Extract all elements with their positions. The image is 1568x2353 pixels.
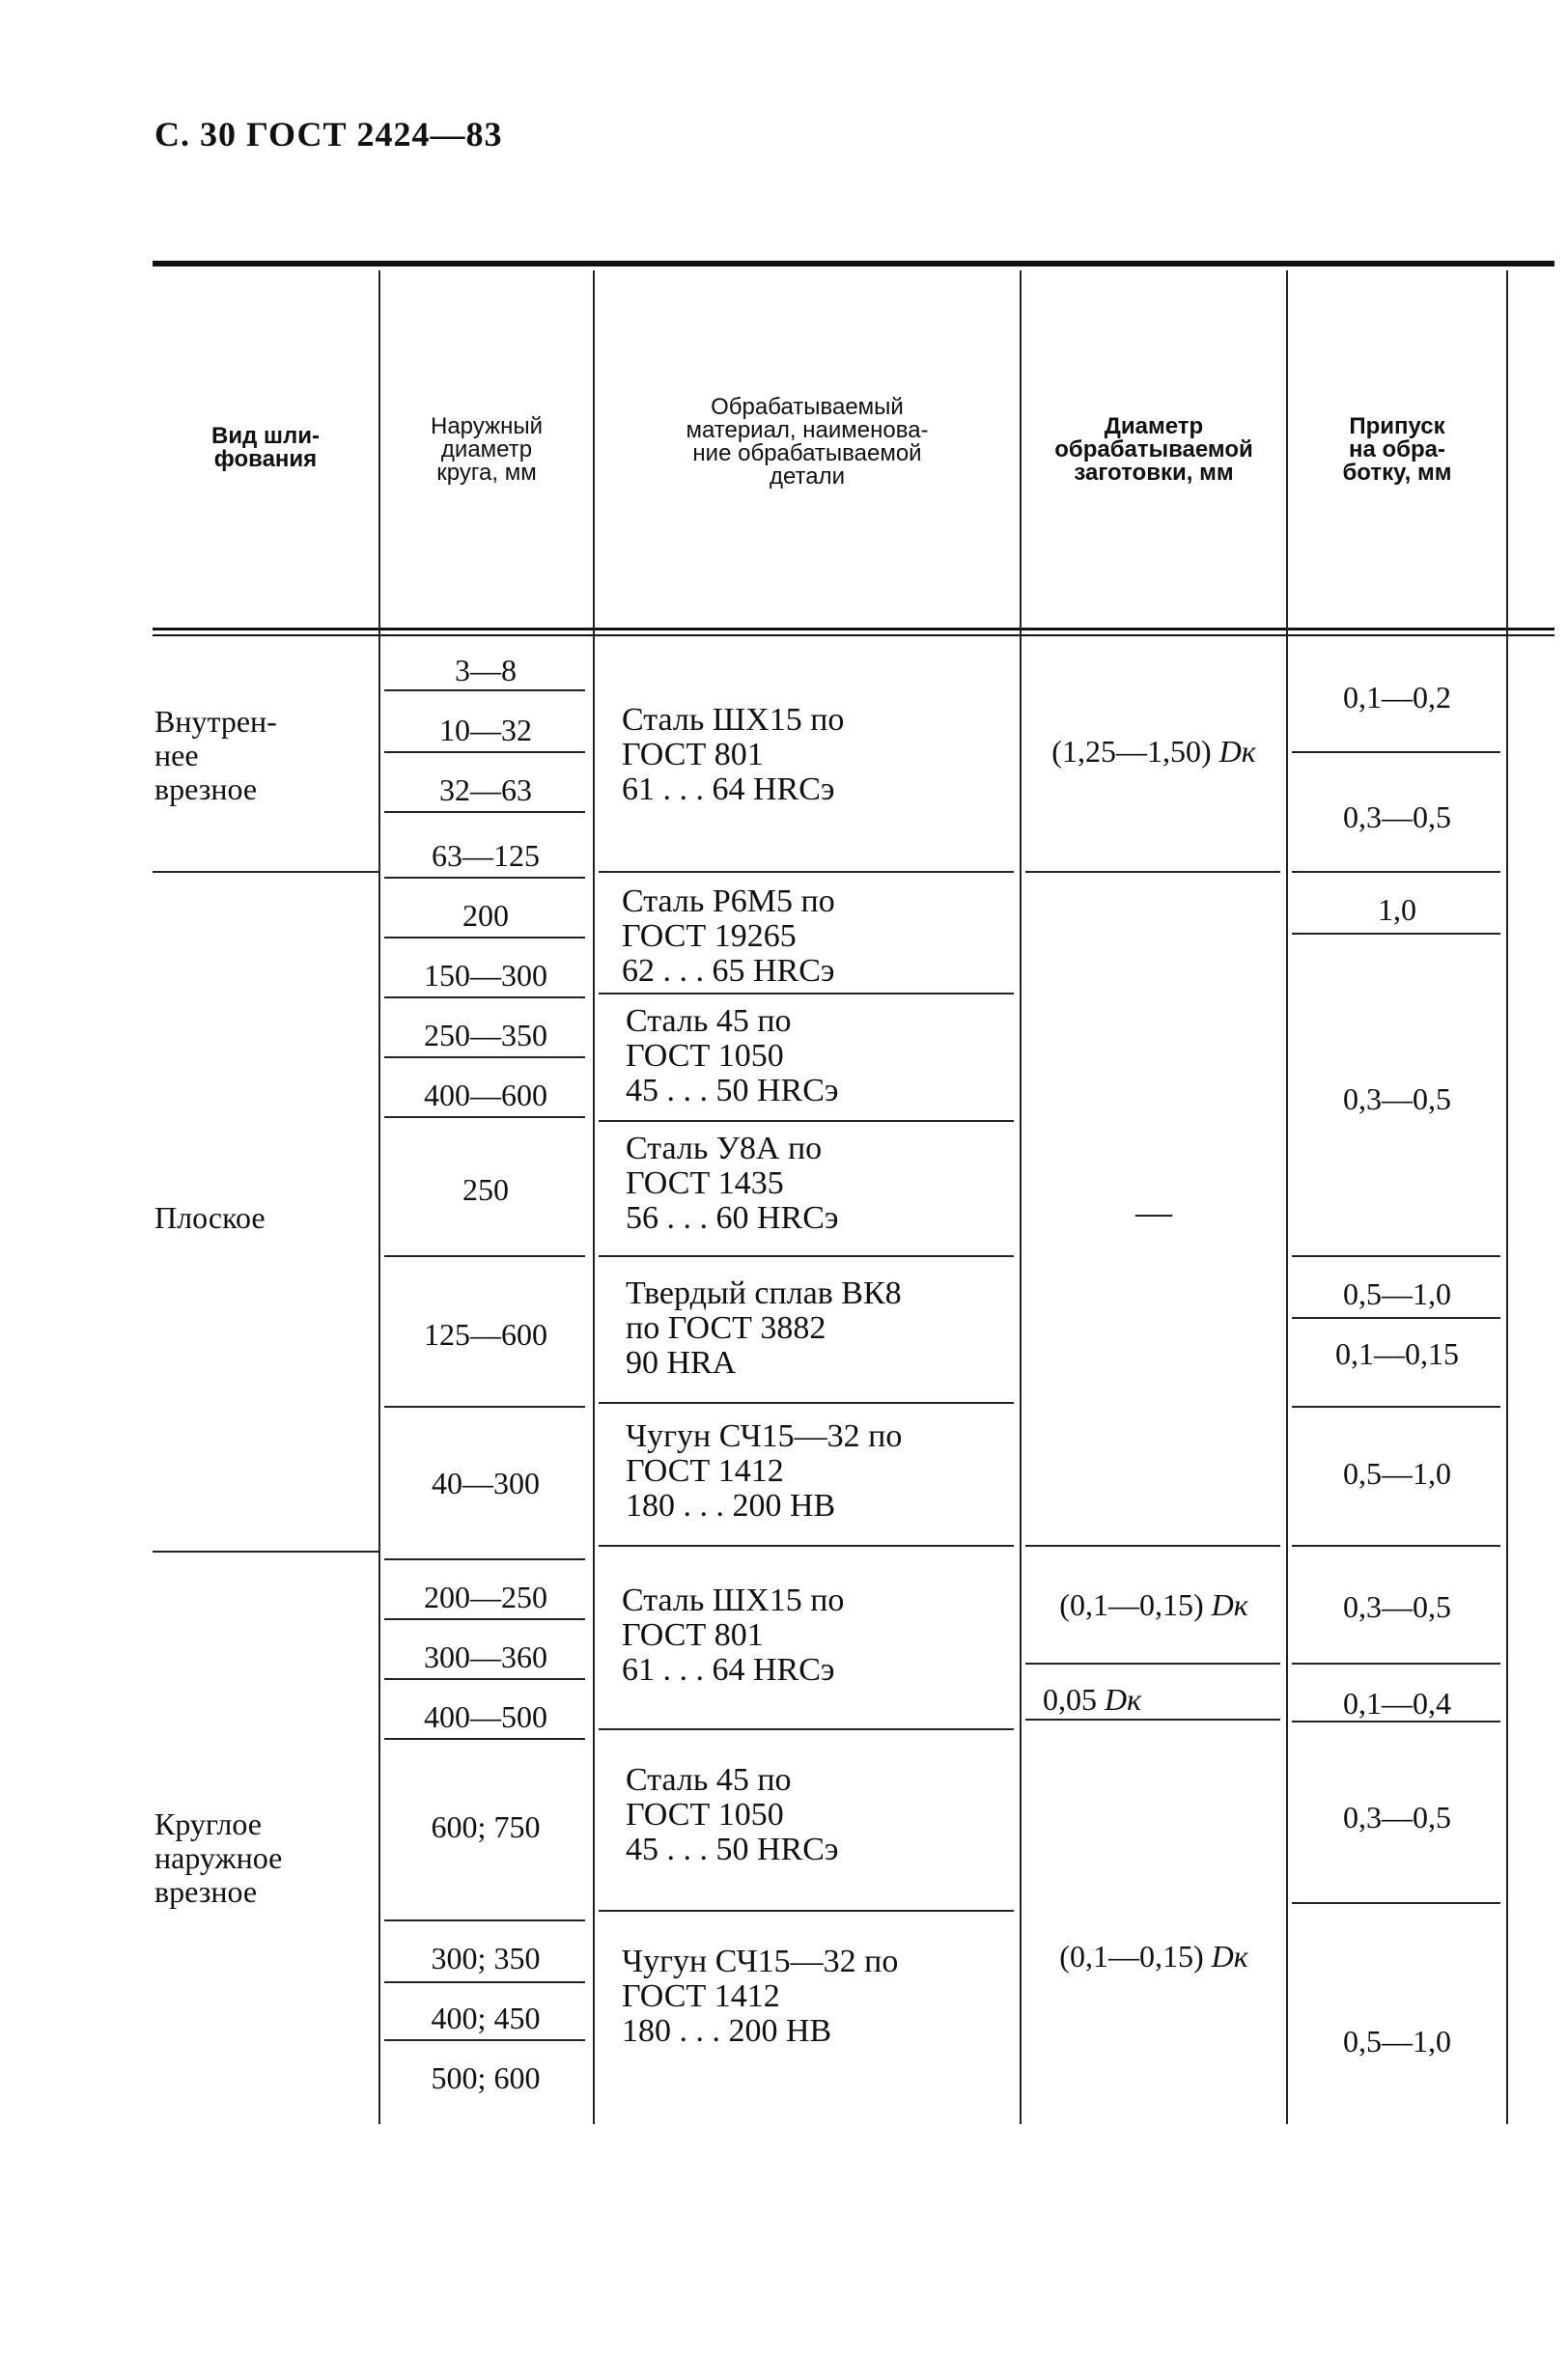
row-divider (599, 1255, 1014, 1257)
col-header-allowance: Припуск на обра- ботку, мм (1342, 413, 1452, 486)
col-divider (1286, 270, 1288, 2124)
col-header-material: Обрабатываемый материал, наименова- ние обрабатываемой детали (686, 394, 929, 490)
row-divider (384, 811, 585, 813)
diameter-cell: 400; 450 (431, 2001, 541, 2035)
diameter-cell: 250 (462, 1172, 509, 1207)
col-divider (1506, 270, 1508, 2124)
diameter-cell: 200 (462, 898, 509, 933)
row-divider (599, 993, 1014, 994)
row-divider (1292, 933, 1500, 935)
kind-flat: Плоское (154, 1200, 266, 1235)
row-divider (599, 1545, 1014, 1547)
workpiece-cell: — (1135, 1192, 1172, 1233)
diameter-cell: 32—63 (439, 772, 532, 807)
col-header-diameter: Наружный диаметр круга, мм (431, 413, 543, 486)
row-divider (384, 1056, 585, 1058)
header-bottom-rule (153, 628, 1554, 630)
allowance-cell: 0,3—0,5 (1343, 1081, 1451, 1116)
row-divider (1025, 1663, 1280, 1665)
row-divider (384, 1406, 585, 1408)
material-cell: Сталь ШХ15 по ГОСТ 801 61 . . . 64 HRCэ (622, 1583, 845, 1688)
row-divider (384, 1919, 585, 1921)
col-divider (593, 270, 595, 2124)
allowance-cell: 0,1—0,15 (1335, 1336, 1459, 1371)
row-divider (1292, 751, 1500, 753)
allowance-cell: 0,3—0,5 (1343, 1800, 1451, 1835)
material-cell: Чугун СЧ15—32 по ГОСТ 1412 180 . . . 200 НВ (626, 1418, 903, 1524)
row-divider (1025, 1545, 1280, 1547)
row-divider (1025, 871, 1280, 873)
diameter-cell: 300—360 (424, 1639, 547, 1674)
allowance-cell: 0,3—0,5 (1343, 799, 1451, 834)
row-divider (1292, 1663, 1500, 1665)
row-divider (384, 751, 585, 753)
diameter-cell: 63—125 (432, 838, 540, 873)
row-divider (384, 1558, 585, 1560)
row-divider (1292, 1317, 1500, 1319)
allowance-cell: 0,3—0,5 (1343, 1589, 1451, 1624)
workpiece-cell: (1,25—1,50) Dк (1051, 734, 1256, 769)
material-cell: Сталь ШХ15 по ГОСТ 801 61 . . . 64 HRCэ (622, 702, 845, 807)
row-divider (1292, 1545, 1500, 1547)
row-divider (1025, 1719, 1280, 1721)
row-divider (599, 871, 1014, 873)
workpiece-cell: 0,05 Dк (1043, 1682, 1142, 1717)
group-divider (153, 871, 378, 873)
material-cell: Сталь У8А по ГОСТ 1435 56 . . . 60 HRCэ (626, 1131, 839, 1236)
workpiece-cell: (0,1—0,15) Dк (1059, 1587, 1248, 1622)
row-divider (599, 1402, 1014, 1404)
kind-round: Круглое наружное врезное (154, 1807, 283, 1909)
allowance-cell: 0,1—0,2 (1343, 680, 1451, 714)
diameter-cell: 3—8 (455, 653, 517, 687)
row-divider (384, 877, 585, 879)
workpiece-cell: (0,1—0,15) Dк (1059, 1939, 1248, 1974)
diameter-cell: 400—500 (424, 1699, 547, 1734)
material-cell: Сталь 45 по ГОСТ 1050 45 . . . 50 HRCэ (626, 1003, 839, 1108)
row-divider (1292, 1255, 1500, 1257)
allowance-cell: 1,0 (1378, 892, 1416, 927)
header-bottom-rule-2 (153, 634, 1554, 636)
diameter-cell: 40—300 (432, 1466, 540, 1500)
row-divider (384, 1981, 585, 1983)
diameter-cell: 600; 750 (431, 1809, 541, 1844)
col-header-kind: Вид шли- фования (211, 423, 320, 472)
row-divider (384, 689, 585, 691)
table-top-rule (153, 261, 1554, 266)
material-cell: Сталь Р6М5 по ГОСТ 19265 62 . . . 65 HRCэ (622, 883, 835, 989)
row-divider (1292, 1406, 1500, 1408)
row-divider (1292, 1902, 1500, 1904)
allowance-cell: 0,1—0,4 (1343, 1686, 1451, 1721)
diameter-cell: 250—350 (424, 1018, 547, 1052)
diameter-cell: 150—300 (424, 958, 547, 993)
group-divider (153, 1551, 378, 1553)
col-header-workpiece: Диаметр обрабатываемой заготовки, мм (1054, 413, 1253, 486)
page-header: С. 30 ГОСТ 2424—83 (154, 115, 503, 154)
row-divider (384, 1678, 585, 1680)
diameter-cell: 500; 600 (431, 2060, 541, 2095)
row-divider (384, 1116, 585, 1118)
row-divider (384, 996, 585, 998)
allowance-cell: 0,5—1,0 (1343, 1276, 1451, 1311)
material-cell: Твердый сплав ВК8 по ГОСТ 3882 90 HRA (626, 1275, 902, 1381)
diameter-cell: 400—600 (424, 1078, 547, 1112)
diameter-cell: 125—600 (424, 1317, 547, 1352)
diameter-cell: 200—250 (424, 1580, 547, 1614)
kind-internal: Внутрен- нее врезное (154, 704, 277, 806)
diameter-cell: 300; 350 (431, 1941, 541, 1975)
row-divider (384, 1255, 585, 1257)
row-divider (384, 1618, 585, 1620)
row-divider (1292, 871, 1500, 873)
row-divider (599, 1728, 1014, 1730)
allowance-cell: 0,5—1,0 (1343, 1456, 1451, 1491)
row-divider (384, 937, 585, 938)
row-divider (599, 1120, 1014, 1122)
material-cell: Чугун СЧ15—32 по ГОСТ 1412 180 . . . 200 НВ (622, 1944, 899, 2049)
material-cell: Сталь 45 по ГОСТ 1050 45 . . . 50 HRCэ (626, 1762, 839, 1867)
diameter-cell: 10—32 (439, 713, 532, 747)
row-divider (384, 2039, 585, 2041)
row-divider (384, 1738, 585, 1740)
allowance-cell: 0,5—1,0 (1343, 2024, 1451, 2059)
row-divider (599, 1910, 1014, 1912)
